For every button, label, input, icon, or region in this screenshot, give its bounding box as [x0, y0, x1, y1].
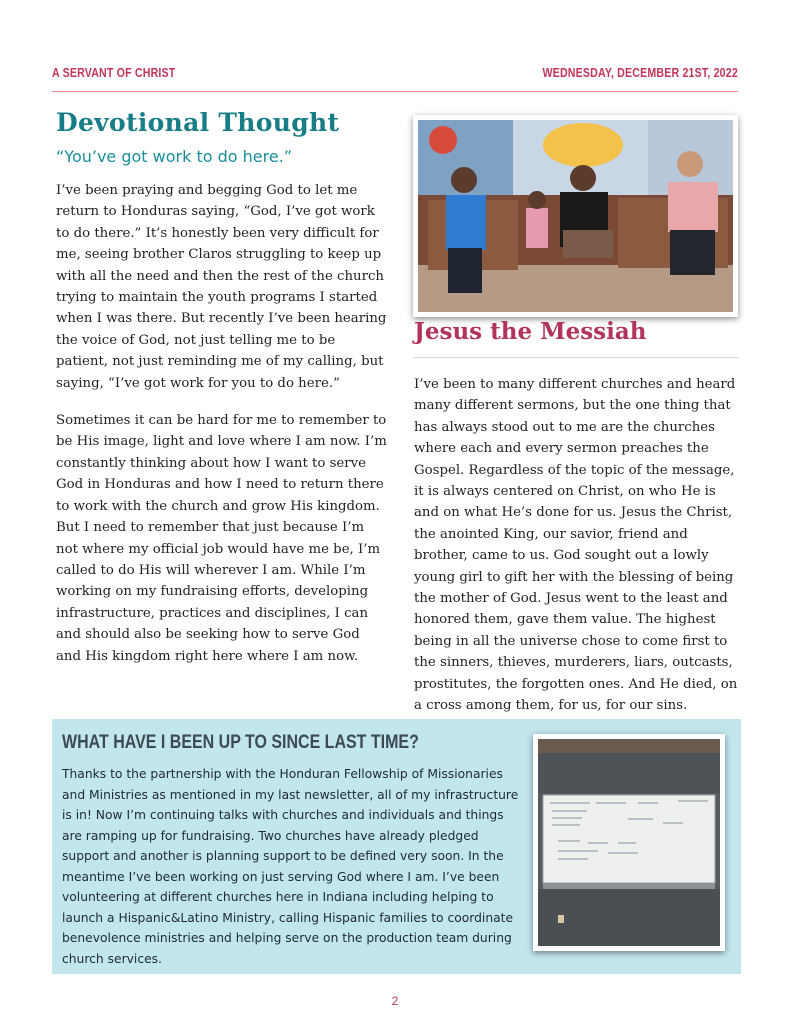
page-number: 2	[391, 994, 399, 1008]
messiah-section	[414, 318, 740, 717]
page-header	[52, 64, 738, 92]
devotional-quote: “You’ve got work to do here.”	[56, 147, 293, 166]
messiah-heading: Jesus the Messiah	[414, 318, 647, 345]
whiteboard-photo	[533, 734, 725, 951]
newsletter-title: A SERVANT OF CHRIST	[52, 66, 176, 80]
devotional-section	[56, 108, 388, 667]
issue-date: WEDNESDAY, DECEMBER 21ST, 2022	[542, 66, 738, 80]
update-box	[52, 719, 741, 974]
section-divider	[414, 357, 738, 358]
devotional-paragraph-2: Sometimes it can be hard for me to remember to be His image, light and love where I am now. I’m constantly thinking about how I want to serve God in Honduras and how I need to return there to work with the church and grow His kingdom. But I need to remember that just because I’m not where my official job would have me be, I’m called to do His will wherever I am. While I’m working on my fundraising efforts, developing infrastructure, practices and disciplines, I can and should also be seeking how to serve God and His kingdom right here where I am now.	[56, 413, 387, 664]
devotional-paragraph-1: I’ve been praying and begging God to let me return to Honduras saying, “God, I’ve got work to do there.” It’s honestly been very difficult for me, seeing brother Claros struggling to keep up with all the need and then the rest of the church trying to maintain the youth programs I started when I was there. But recently I’ve been hearing the voice of God, not just telling me to be patient, not just reminding me of my calling, but saying, “I’ve got work for you to do here.”	[56, 183, 387, 391]
family-visit-photo	[413, 115, 738, 317]
devotional-heading: Devotional Thought	[56, 108, 340, 137]
messiah-paragraph: I’ve been to many different churches and heard many different sermons, but the one thing that has always stood out to me are the churches where each and every sermon preaches the Gospel. Regardless of the topic of the message, it is always centered on Christ, on who He is and on what He’s done for us. Jesus the Christ, the anointed King, our savior, friend and brother, came to us. God sought out a lowly young girl to gift her with the blessing of being the mother of God. Jesus went to the least and honored them, gave them value. The highest being in all the universe chose to come first to the sinners, thieves, murderers, liars, outcasts, prostitutes, the forgotten ones. And He died, on a cross among them, for us, for our sins.	[414, 377, 738, 714]
update-heading: WHAT HAVE I BEEN UP TO SINCE LAST TIME?	[62, 731, 419, 753]
update-paragraph: Thanks to the partnership with the Honduran Fellowship of Missionaries and Ministries as mentioned in my last newsletter, all of my infrastructure is in! Now I’m continuing talks with churches and individuals and things are ramping up for fundraising. Two churches have already pledged support and another is planning support to be defined very soon. In the meantime I’ve been working on just serving God where I am. I’ve been volunteering at different churches here in Indiana including helping to launch a Hispanic&Latino Ministry, calling Hispanic families to coordinate benevolence ministries and helping serve on the production team during church services.	[62, 767, 519, 966]
